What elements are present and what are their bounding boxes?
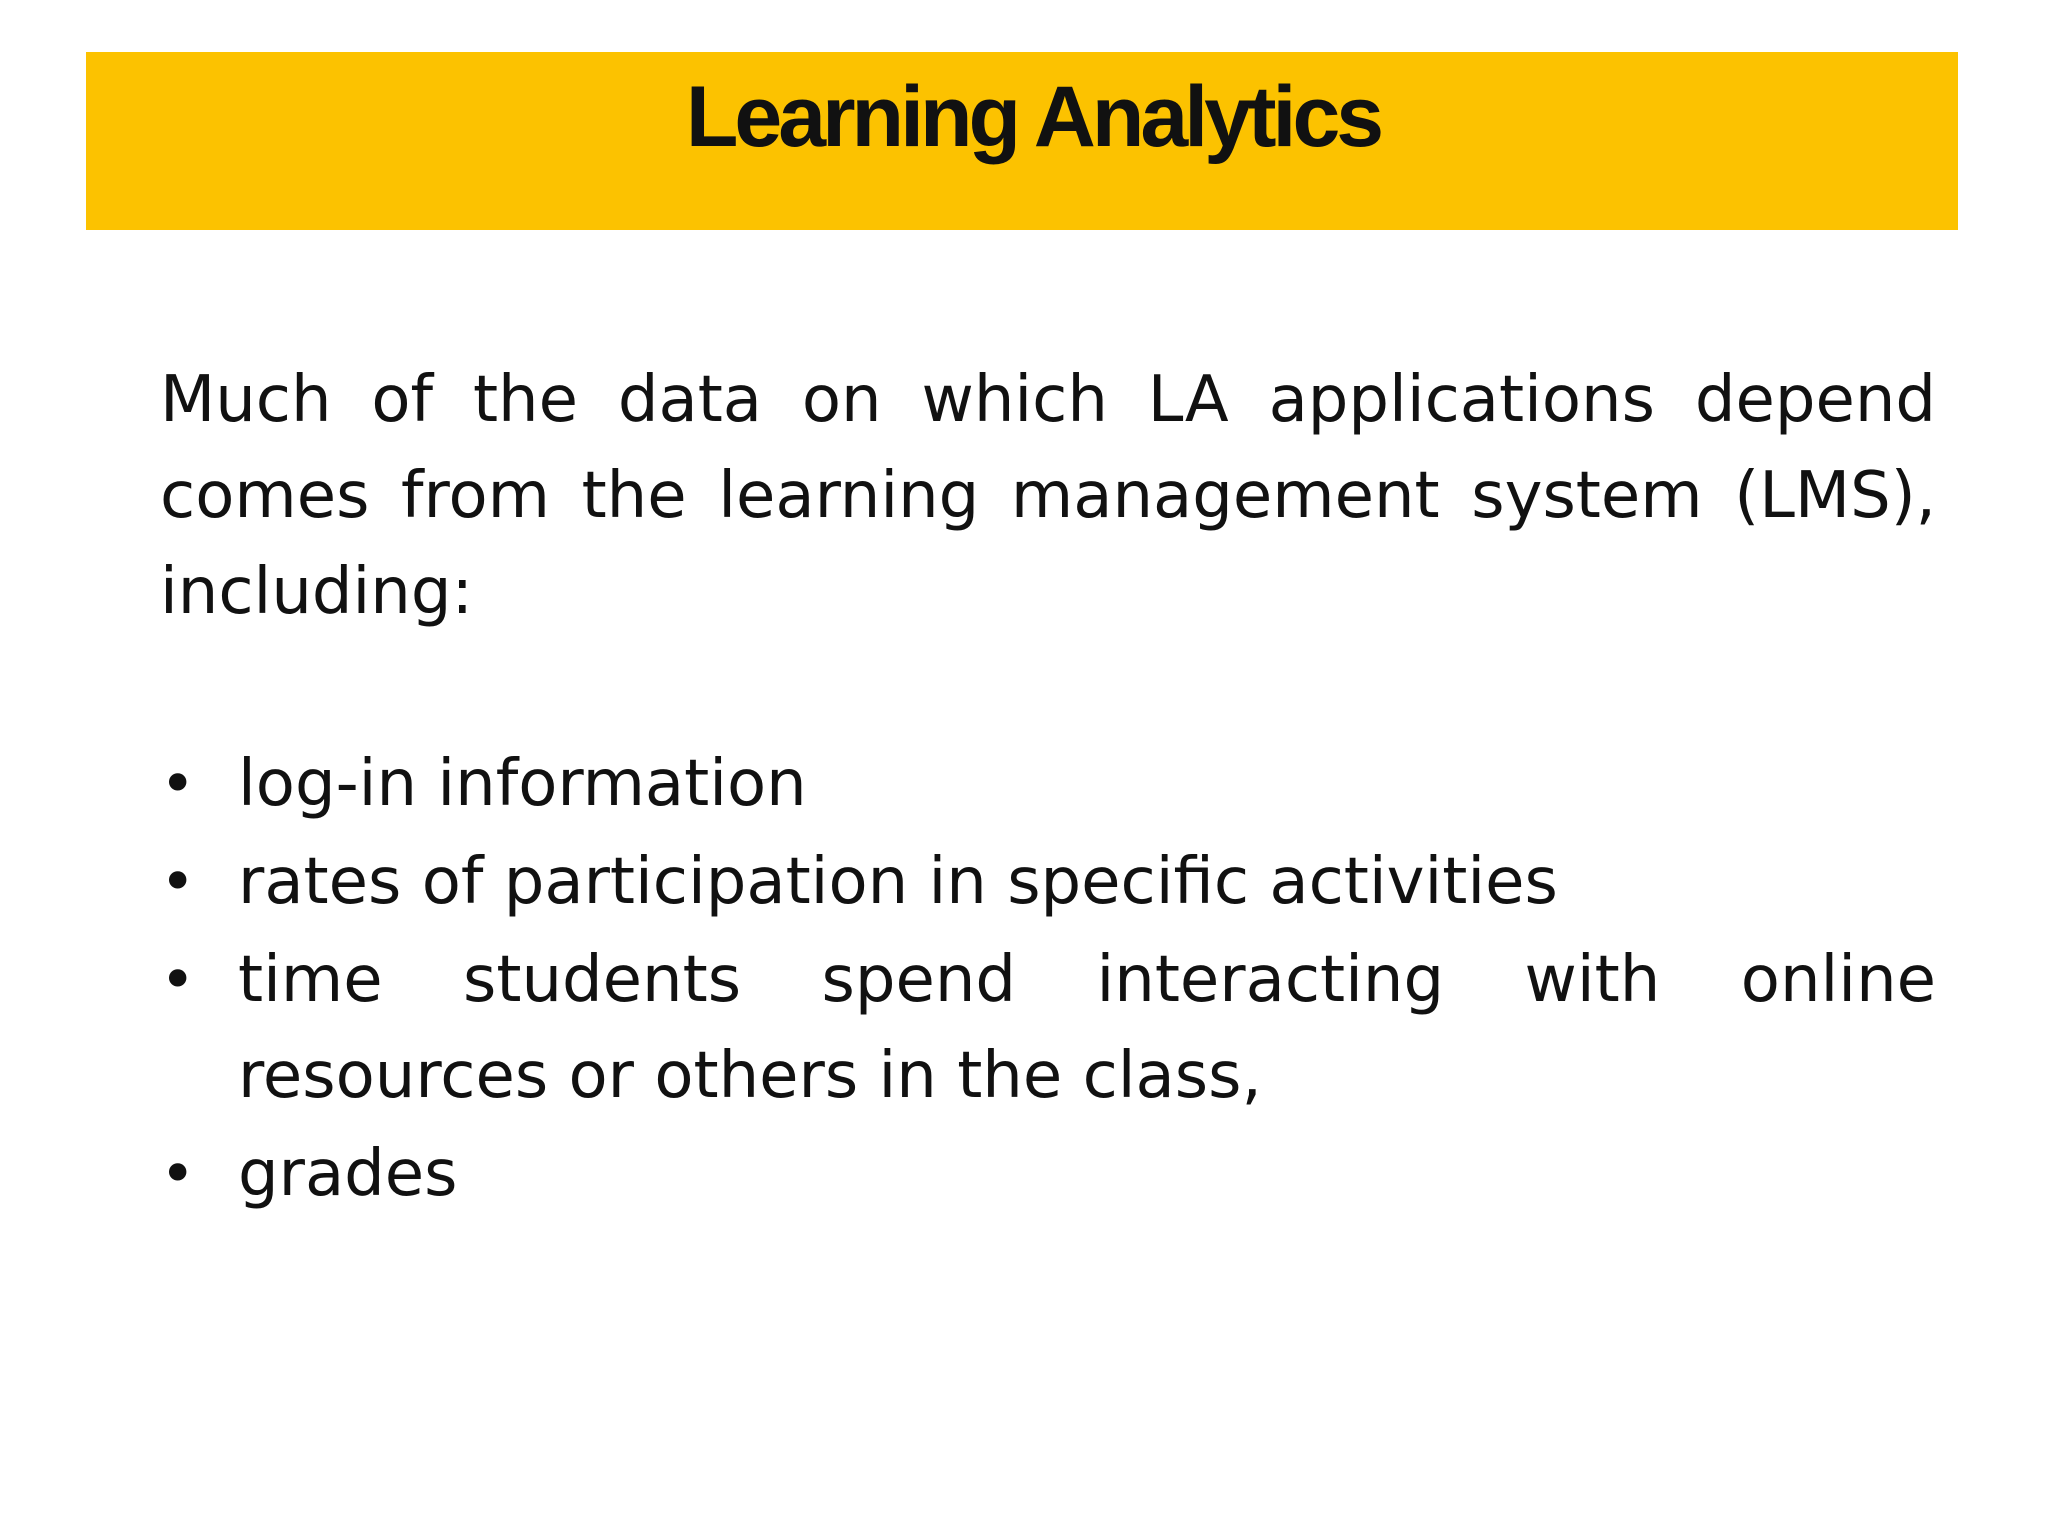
list-item xyxy=(160,736,1936,832)
list-item xyxy=(160,834,1936,930)
intro-paragraph: Much of the data on which LA applications depend comes from the learning management system (LMS), including: xyxy=(160,363,1936,629)
bullet-text-line-1: time students spend interacting with online xyxy=(238,943,1936,1017)
bullet-icon: • xyxy=(160,1139,196,1209)
bullet-list xyxy=(160,736,1936,1222)
slide-title: Learning Analytics xyxy=(685,69,1381,165)
bullet-text: grades xyxy=(238,1137,458,1211)
bullet-icon: • xyxy=(160,945,196,1015)
list-item xyxy=(160,932,1936,1124)
bullet-text: log-in information xyxy=(238,747,807,821)
bullet-icon: • xyxy=(160,749,196,819)
title-banner xyxy=(86,52,1958,230)
bullet-icon: • xyxy=(160,847,196,917)
slide-body xyxy=(160,352,1936,1224)
bullet-text: rates of participation in specific activities xyxy=(238,845,1558,919)
list-item xyxy=(160,1126,1936,1222)
bullet-text-line-2: resources or others in the class, xyxy=(238,1039,1262,1113)
